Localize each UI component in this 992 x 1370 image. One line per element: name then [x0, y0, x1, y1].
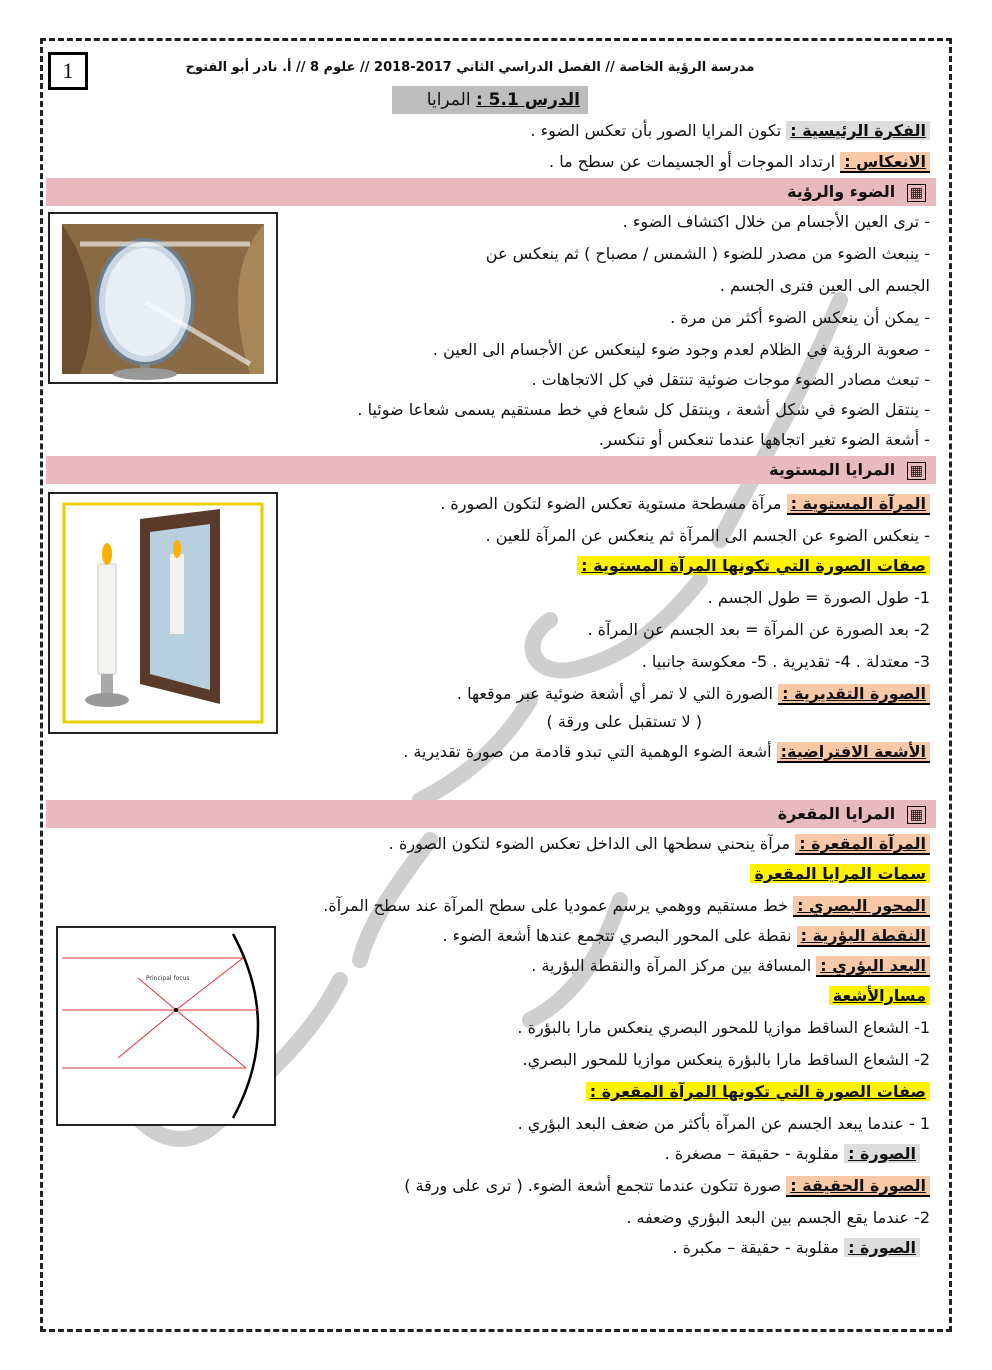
case1-image-line — [665, 1144, 920, 1163]
image-term: الصورة : — [844, 1238, 920, 1257]
mirror-image-frame — [48, 212, 278, 384]
optical-axis-text: خط مستقيم ووهمي يرسم عموديا على سطح المرآة عند سطح المرآة. — [323, 896, 788, 915]
plane-prop-1: 1- طول الصورة = طول الجسم . — [707, 588, 930, 607]
section-plane-mirrors — [46, 456, 936, 484]
real-image-term: الصورة الحقيقة : — [786, 1176, 930, 1197]
light-line-6: - تبعث مصادر الضوء موجات ضوئية تنتقل في كل الاتجاهات . — [531, 370, 930, 389]
virtual-rays-line — [403, 742, 930, 763]
plane-props-title: صفات الصورة التي تكونها المرآة المستوية : — [577, 556, 930, 575]
case2-image-line — [673, 1238, 921, 1257]
ray-rule-2: 2- الشعاع الساقط مارا بالبؤرة ينعكس موازيا للمحور البصري. — [522, 1050, 930, 1069]
plane-prop-2: 2- بعد الصورة عن المرآة = بعد الجسم عن المرآة . — [587, 620, 930, 639]
concave-features-title: سمات المرايا المقعرة — [750, 864, 930, 883]
reflection-text: ارتداد الموجات أو الجسيمات عن سطح ما . — [549, 152, 836, 171]
reflection-term: الانعكاس : — [840, 152, 930, 173]
focal-point-text: نقطة على المحور البصري تتجمع عندها أشعة الضوء . — [442, 926, 792, 945]
concave-mirror-term: المرآة المقعرة : — [795, 834, 930, 855]
plane-mirror-term: المرآة المستوية : — [787, 494, 930, 515]
real-image-text: صورة تتكون عندما تتجمع أشعة الضوء. ( ترى على ورقة ) — [404, 1176, 782, 1195]
virtual-image-text: الصورة التي لا تمر أي أشعة ضوئية عبر موقعها . — [456, 684, 773, 703]
rays-title: مسارالأشعة — [829, 986, 930, 1005]
optical-axis-line — [323, 896, 930, 917]
principal-focus-label: Principal focus — [146, 975, 190, 982]
light-line-7: - ينتقل الضوء في شكل أشعة ، وينتقل كل شعاع في خط مستقيم يسمى شعاعا ضوئيا . — [357, 400, 930, 419]
virtual-image-line — [457, 684, 930, 705]
ray-rule-1: 1- الشعاع الساقط موازيا للمحور البصري ينعكس مارا بالبؤرة . — [517, 1018, 930, 1037]
case1-line: 1 - عندما يبعد الجسم عن المرآة بأكثر من ضعف البعد البؤري . — [517, 1114, 930, 1133]
light-line-5: - صعوبة الرؤية في الظلام لعدم وجود ضوء لينعكس عن الأجسام الى العين . — [432, 340, 930, 359]
concave-def-line — [389, 834, 930, 855]
light-line-3: الجسم الى العين فترى الجسم . — [719, 276, 930, 295]
case1-image-text: مقلوبة - حقيقة – مصغرة . — [664, 1144, 839, 1163]
section-icon: ▦ — [907, 806, 926, 824]
light-line-4: - يمكن أن ينعكس الضوء أكثر من مرة . — [670, 308, 930, 327]
candle-mirror-illustration — [50, 494, 276, 732]
focal-point-line — [443, 926, 931, 947]
virtual-image-note: ( لا تستقبل على ورقة ) — [546, 712, 702, 731]
concave-props-title: صفات الصورة التي تكونها المرآة المقعرة : — [586, 1082, 930, 1101]
section-title: الضوء والرؤية — [787, 182, 896, 201]
optical-axis-term: المحور البصري : — [793, 896, 930, 917]
section-light-vision — [46, 178, 936, 206]
focal-length-line — [531, 956, 930, 977]
light-line-2: - ينبعث الضوء من مصدر للضوء ( الشمس / مصباح ) ثم ينعكس عن — [485, 244, 930, 263]
rays-title-line — [829, 986, 930, 1005]
main-idea-line — [530, 121, 930, 140]
focal-point-term: النقطة البؤرية : — [797, 926, 930, 947]
concave-features-line — [750, 864, 930, 883]
lesson-label: الدرس 5.1 : — [475, 90, 580, 110]
light-line-1: - ترى العين الأجسام من خلال اكتشاف الضوء . — [622, 212, 930, 231]
concave-mirror-text: مرآة ينحني سطحها الى الداخل تعكس الضوء لتكون الصورة . — [388, 834, 791, 853]
section-icon: ▦ — [907, 462, 926, 480]
light-line-8: - أشعة الضوء تغير اتجاهها عندما تنعكس أو تنكسر. — [598, 430, 930, 449]
image-term: الصورة : — [844, 1144, 920, 1163]
section-concave-mirrors — [46, 800, 936, 828]
lesson-title — [392, 86, 588, 114]
lesson-name: المرايا — [426, 90, 471, 110]
concave-props-title-line — [586, 1082, 930, 1101]
main-idea-text: تكون المرايا الصور بأن تعكس الضوء . — [530, 121, 782, 140]
plane-mirror-text: مرآة مسطحة مستوية تعكس الضوء لتكون الصورة . — [440, 494, 782, 513]
section-title: المرايا المقعرة — [777, 804, 896, 823]
reflection-line — [549, 152, 930, 173]
case2-image-text: مقلوبة - حقيقة – مكبرة . — [672, 1238, 839, 1257]
plane-props-title-line — [577, 556, 930, 575]
plane-def-line — [440, 494, 930, 515]
concave-ray-diagram — [58, 928, 274, 1124]
case2-line: 2- عندما يقع الجسم بين البعد البؤري وضعفه . — [626, 1208, 930, 1227]
virtual-image-term: الصورة التقديرية : — [778, 684, 930, 705]
candle-image-frame — [48, 492, 278, 734]
focal-length-text: المسافة بين مركز المرآة والنقطة البؤرية . — [531, 956, 812, 975]
section-icon: ▦ — [907, 184, 926, 202]
focal-length-term: البعد البؤري : — [816, 956, 930, 977]
concave-diagram-frame — [56, 926, 276, 1126]
page-number: 1 — [48, 52, 88, 90]
real-image-line — [404, 1176, 930, 1197]
main-idea-term: الفكرة الرئيسية : — [786, 121, 930, 140]
plane-line-2: - ينعكس الضوء عن الجسم الى المرآة ثم ينعكس عن المرآة للعين . — [485, 526, 930, 545]
page-header: مدرسة الرؤية الخاصة // الفصل الدراسي الثاني 2017-2018 // علوم 8 // أ. نادر أبو الفتوح — [185, 60, 755, 75]
virtual-rays-term: الأشعة الافتراضية: — [777, 742, 930, 763]
virtual-rays-text: أشعة الضوء الوهمية التي تبدو قادمة من صورة تقديرية . — [403, 742, 772, 761]
plane-prop-3: 3- معتدلة . 4- تقديرية . 5- معكوسة جانبيا . — [641, 652, 930, 671]
mirror-illustration — [50, 214, 276, 382]
section-title: المرايا المستوية — [769, 460, 896, 479]
